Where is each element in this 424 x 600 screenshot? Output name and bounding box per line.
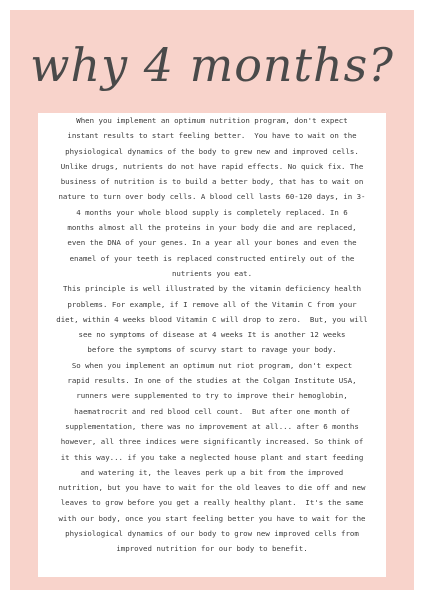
text-line: leaves to grow before you get a really healthy plant. It's the same bbox=[60, 498, 364, 508]
text-line: even the DNA of your genes. In a year all your bones and even the bbox=[67, 238, 357, 248]
text-line: When you implement an optimum nutrition program, don't expect bbox=[76, 116, 348, 125]
text-line: improved nutrition for our body to benefit. bbox=[116, 544, 308, 554]
text-line: before the symptoms of scurvy start to ravage your body. bbox=[87, 345, 337, 355]
text-line: months almost all the proteins in your body die and are replaced, bbox=[67, 223, 357, 233]
text-line: instant results to start feeling better. You have to wait on the bbox=[67, 131, 357, 141]
text-line: it this way... if you take a neglected house plant and start feeding bbox=[60, 452, 364, 462]
text-line: rapid results. In one of the studies at the Colgan Institute USA, bbox=[67, 376, 357, 386]
text-line: see no symptoms of disease at 4 weeks It is another 12 weeks bbox=[78, 330, 346, 340]
text-line: however, all three indices were significantly increased. So think of bbox=[60, 437, 364, 447]
text-line: haematrocrit and red blood cell count. But after one month of bbox=[74, 406, 350, 416]
text-line: diet, within 4 weeks blood Vitamin C will drop to zero. But, you will bbox=[56, 314, 368, 324]
text-line: enamel of your teeth is replaced constructed entirely out of the bbox=[69, 253, 355, 263]
text-line: runners were supplemented to try to improve their hemoglobin, bbox=[76, 391, 348, 401]
text-line: This principle is well illustrated by the vitamin deficiency health bbox=[62, 284, 362, 294]
text-card bbox=[38, 113, 386, 577]
text-line: physiological dynamics of our body to grow new improved cells from bbox=[65, 529, 359, 539]
text-line: nutrition, but you have to wait for the old leaves to die off and new bbox=[58, 483, 366, 493]
text-line: problems. For example, if I remove all of the Vitamin C from your bbox=[67, 299, 357, 309]
text-line: 4 months your whole blood supply is completely replaced. In 6 bbox=[76, 207, 348, 217]
body-text bbox=[46, 113, 378, 557]
text-line: and watering it, the leaves perk up a bit from the improved bbox=[80, 467, 344, 477]
text-line: physiological dynamics of the body to grew new and improved cells. bbox=[65, 146, 359, 156]
text-line: with our body, once you start feeling better you have to wait for the bbox=[58, 513, 366, 523]
text-line: business of nutrition is to build a better body, that has to wait on bbox=[60, 177, 364, 187]
text-line: nutrients you eat. bbox=[171, 268, 253, 278]
text-line: So when you implement an optimum nut riot program, don't expect bbox=[71, 360, 353, 370]
page-title: why 4 months? bbox=[30, 38, 394, 92]
text-line: nature to turn over body cells. A blood cell lasts 60-120 days, in 3- bbox=[58, 192, 366, 202]
text-line: supplementation, there was no improvement at all... after 6 months bbox=[65, 421, 359, 431]
text-line: Unlike drugs, nutrients do not have rapid effects. No quick fix. The bbox=[60, 161, 364, 171]
